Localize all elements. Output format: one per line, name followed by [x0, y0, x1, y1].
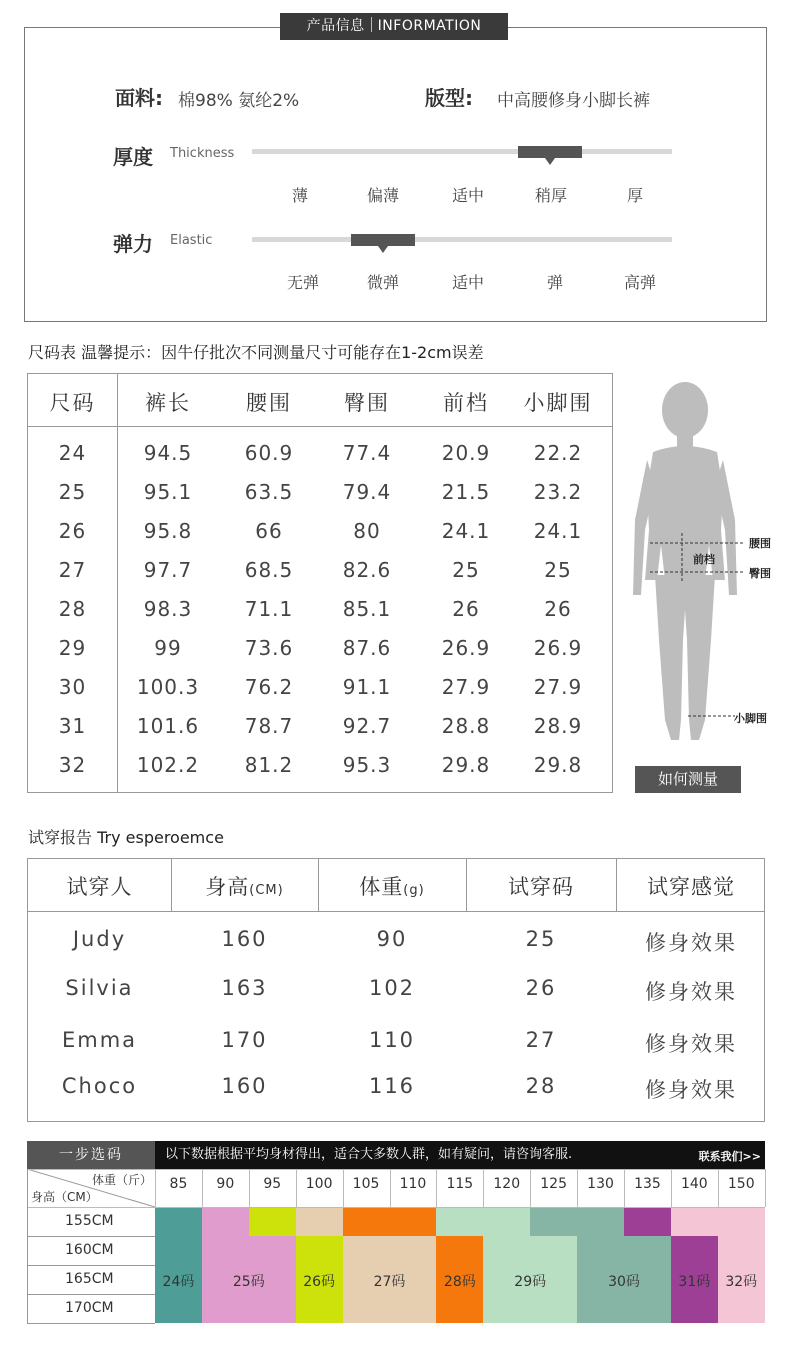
grid-line — [296, 1169, 297, 1207]
product-info-header — [280, 13, 508, 40]
height-axis-label: 身高（CM） — [31, 1190, 98, 1204]
size-label: 32码 — [725, 1274, 758, 1290]
contact-us-link[interactable]: 联系我们>> — [698, 1150, 761, 1163]
chooser-banner — [155, 1141, 765, 1169]
weight-cell: 125 — [540, 1176, 567, 1192]
try-header: 试穿感觉 — [647, 875, 735, 899]
size-cell: 73.6 — [244, 636, 294, 660]
size-cell: 23.2 — [533, 480, 583, 504]
thickness-track — [252, 149, 672, 154]
weight-cell: 85 — [169, 1176, 188, 1192]
grid-line — [624, 1169, 625, 1207]
elastic-level: 弹 — [546, 273, 563, 292]
size-cell: 26 — [544, 597, 572, 621]
fit-label: 版型: — [425, 86, 473, 110]
size-cell: 95.3 — [342, 753, 392, 777]
size-color-block — [577, 1207, 624, 1323]
try-cell: 26 — [525, 976, 557, 1000]
size-label: 29码 — [514, 1274, 547, 1290]
try-cell: 28 — [525, 1074, 557, 1098]
size-cell: 100.3 — [136, 675, 200, 699]
weight-cell: 115 — [446, 1176, 474, 1192]
try-cell: 160 — [221, 1074, 268, 1098]
size-cell: 66 — [255, 519, 283, 543]
grid-line — [249, 1169, 250, 1207]
size-color-block — [296, 1207, 343, 1236]
try-header — [171, 871, 318, 901]
grid-line — [343, 1169, 344, 1207]
size-cell: 28.9 — [533, 714, 583, 738]
divider — [371, 17, 372, 32]
size-cell: 77.4 — [342, 441, 392, 465]
size-cell: 25 — [452, 558, 480, 582]
size-label: 26码 — [303, 1274, 336, 1290]
one-step-size-label: 一步选码 — [27, 1141, 155, 1169]
grid-line — [155, 1169, 156, 1207]
size-cell: 98.3 — [143, 597, 193, 621]
weight-cell: 120 — [493, 1176, 521, 1192]
thickness-en: Thickness — [170, 146, 235, 161]
size-label: 27码 — [373, 1274, 406, 1290]
size-cell: 95.1 — [143, 480, 193, 504]
size-color-block — [530, 1207, 577, 1236]
size-color-block — [343, 1207, 437, 1236]
weight-unit: (g) — [403, 883, 425, 898]
weight-cell: 90 — [216, 1176, 235, 1192]
weight-cell: 150 — [727, 1176, 755, 1192]
rise-label: 前档 — [693, 553, 715, 566]
try-on-table — [27, 858, 765, 1122]
elastic-label: 弹力 — [113, 232, 153, 256]
size-header: 前档 — [443, 391, 489, 415]
try-cell: 90 — [376, 927, 408, 951]
size-color-block — [718, 1207, 765, 1323]
grid-line — [27, 1236, 155, 1237]
elastic-en: Elastic — [170, 233, 213, 248]
size-cell: 29.8 — [533, 753, 583, 777]
size-cell: 68.5 — [244, 558, 294, 582]
size-cell: 97.7 — [143, 558, 193, 582]
try-cell: 修身效果 — [645, 980, 737, 1004]
try-cell: Emma — [61, 1028, 138, 1052]
size-cell: 87.6 — [342, 636, 392, 660]
grid-line — [530, 1169, 531, 1207]
size-cell: 27.9 — [441, 675, 491, 699]
size-cell: 28 — [58, 597, 87, 621]
fabric-value: 棉98% 氨纶2% — [178, 91, 300, 111]
fit-value: 中高腰修身小脚长裤 — [497, 91, 650, 111]
thickness-level: 稍厚 — [534, 186, 567, 205]
grid-line — [671, 1169, 672, 1207]
elastic-level: 微弹 — [366, 273, 399, 292]
size-cell: 24.1 — [441, 519, 491, 543]
height-unit: (CM) — [249, 883, 284, 898]
grid-line — [27, 1169, 765, 1170]
grid-line — [390, 1169, 391, 1207]
size-cell: 71.1 — [244, 597, 294, 621]
size-cell: 26.9 — [533, 636, 583, 660]
height-cell: 155CM — [65, 1213, 114, 1229]
thickness-level: 厚 — [626, 186, 643, 205]
try-cell: 170 — [221, 1028, 268, 1052]
weight-cell: 135 — [634, 1176, 661, 1192]
weight-cell: 105 — [352, 1176, 380, 1192]
weight-cell: 100 — [305, 1176, 333, 1192]
elastic-level: 适中 — [451, 273, 484, 292]
size-cell: 101.6 — [136, 714, 200, 738]
height-cell: 160CM — [65, 1242, 114, 1258]
elastic-track — [252, 237, 672, 242]
size-header: 裤长 — [145, 391, 191, 415]
elastic-marker — [351, 234, 415, 246]
try-cell: 25 — [525, 927, 557, 951]
size-cell: 26.9 — [441, 636, 491, 660]
grid-line — [436, 1169, 437, 1207]
try-on-title: 试穿报告 Try esperoemce — [28, 828, 224, 847]
try-cell: Judy — [72, 927, 127, 951]
size-cell: 26 — [452, 597, 480, 621]
size-header: 臀围 — [344, 391, 390, 415]
size-cell: 78.7 — [244, 714, 294, 738]
size-cell: 85.1 — [342, 597, 392, 621]
size-color-block — [202, 1207, 249, 1323]
size-cell: 79.4 — [342, 480, 392, 504]
try-cell: 110 — [368, 1028, 416, 1052]
size-cell: 80 — [353, 519, 381, 543]
size-cell: 102.2 — [136, 753, 200, 777]
divider — [117, 374, 118, 792]
try-cell: 163 — [221, 976, 268, 1000]
divider — [28, 911, 764, 912]
size-cell: 27.9 — [533, 675, 583, 699]
try-cell: 160 — [221, 927, 268, 951]
weight-cell: 95 — [263, 1176, 282, 1192]
chooser-message: 以下数据根据平均身材得出，适合大多数人群，如有疑问，请咨询客服. — [165, 1147, 573, 1162]
size-cell: 32 — [58, 753, 87, 777]
height-header: 身高 — [205, 875, 250, 899]
weight-header: 体重 — [359, 875, 404, 899]
height-cell: 170CM — [65, 1300, 114, 1316]
size-chart-title: 尺码表 温馨提示：因牛仔批次不同测量尺寸可能存在1-2cm误差 — [28, 343, 484, 362]
try-cell: Choco — [61, 1074, 138, 1098]
size-cell: 28.8 — [441, 714, 491, 738]
size-cell: 99 — [154, 636, 182, 660]
try-cell: Silvia — [65, 976, 134, 1000]
hip-label: 臀围 — [749, 567, 771, 580]
size-label: 30码 — [608, 1274, 640, 1290]
try-header — [318, 871, 466, 901]
try-header: 试穿人 — [66, 875, 133, 899]
size-color-block — [671, 1207, 718, 1236]
size-color-block — [624, 1207, 671, 1236]
try-cell: 102 — [368, 976, 416, 1000]
try-cell: 27 — [525, 1028, 557, 1052]
size-cell: 25 — [58, 480, 87, 504]
size-label: 31码 — [678, 1274, 711, 1290]
size-cell: 92.7 — [342, 714, 392, 738]
header-en: INFORMATION — [377, 18, 482, 34]
thickness-label: 厚度 — [113, 145, 153, 169]
grid-line — [27, 1265, 155, 1266]
thickness-marker — [518, 146, 582, 158]
size-cell: 25 — [544, 558, 572, 582]
size-cell: 27 — [58, 558, 87, 582]
size-color-block — [155, 1207, 202, 1323]
weight-cell: 110 — [399, 1176, 427, 1192]
grid-line — [27, 1207, 765, 1208]
size-cell: 29 — [58, 636, 87, 660]
header-cn: 产品信息 — [306, 18, 365, 34]
size-cell: 26 — [58, 519, 87, 543]
size-cell: 76.2 — [244, 675, 294, 699]
thickness-level: 适中 — [451, 186, 484, 205]
size-header: 腰围 — [246, 391, 292, 415]
weight-cell: 130 — [587, 1176, 614, 1192]
grid-line — [202, 1169, 203, 1207]
height-cell: 165CM — [65, 1271, 114, 1287]
size-header: 小脚围 — [523, 391, 593, 415]
size-cell: 22.2 — [533, 441, 583, 465]
elastic-level: 无弹 — [286, 273, 319, 292]
try-cell: 修身效果 — [645, 1078, 737, 1102]
divider — [28, 426, 612, 427]
weight-cell: 140 — [680, 1176, 708, 1192]
size-cell: 60.9 — [244, 441, 294, 465]
waist-label: 腰围 — [749, 537, 771, 550]
size-cell: 95.8 — [143, 519, 193, 543]
size-label: 28码 — [443, 1274, 476, 1290]
weight-axis-label: 体重（斤） — [92, 1173, 153, 1187]
grid-line — [27, 1169, 28, 1324]
size-color-block — [436, 1207, 483, 1236]
grid-line — [483, 1169, 484, 1207]
try-cell: 修身效果 — [645, 931, 737, 955]
size-table — [27, 373, 613, 793]
size-cell: 24 — [58, 441, 87, 465]
size-cell: 81.2 — [244, 753, 294, 777]
thickness-level: 薄 — [291, 186, 308, 205]
grid-line — [765, 1169, 766, 1207]
size-header: 尺码 — [49, 391, 96, 415]
try-cell: 修身效果 — [645, 1032, 737, 1056]
size-label: 25码 — [232, 1274, 265, 1290]
size-cell: 31 — [58, 714, 87, 738]
size-color-block — [249, 1207, 296, 1236]
grid-line — [27, 1294, 155, 1295]
elastic-level: 高弹 — [623, 273, 656, 292]
size-color-block — [483, 1207, 530, 1323]
size-cell: 63.5 — [244, 480, 294, 504]
size-cell: 24.1 — [533, 519, 583, 543]
size-cell: 82.6 — [342, 558, 392, 582]
fabric-label: 面料: — [115, 86, 163, 110]
try-cell: 116 — [368, 1074, 416, 1098]
size-cell: 21.5 — [441, 480, 491, 504]
try-header: 试穿码 — [508, 875, 574, 899]
size-cell: 29.8 — [441, 753, 491, 777]
size-label: 24码 — [162, 1274, 195, 1290]
thickness-level: 偏薄 — [366, 186, 399, 205]
grid-line — [718, 1169, 719, 1207]
size-cell: 91.1 — [342, 675, 392, 699]
size-cell: 30 — [58, 675, 87, 699]
size-cell: 20.9 — [441, 441, 491, 465]
how-to-measure-button[interactable]: 如何测量 — [635, 766, 741, 793]
grid-line — [27, 1323, 155, 1324]
ankle-label: 小脚围 — [734, 712, 767, 725]
grid-line — [577, 1169, 578, 1207]
size-cell: 94.5 — [143, 441, 193, 465]
